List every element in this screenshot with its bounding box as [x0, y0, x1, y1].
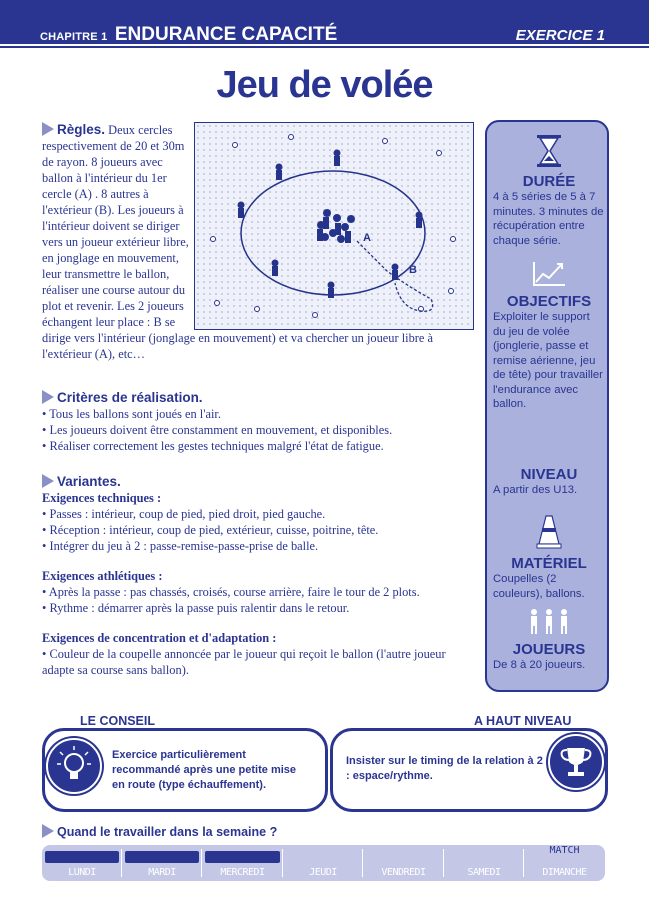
- chart-icon: [493, 260, 605, 293]
- match-label: MATCH: [549, 845, 580, 856]
- joueurs-block: [493, 608, 605, 673]
- day-wednesday: [202, 845, 283, 881]
- joueurs-text: De 8 à 20 joueurs.: [493, 659, 586, 671]
- bullet-triangle-icon: [42, 122, 54, 136]
- day-label: MARDI: [148, 867, 176, 878]
- criteria-item: Les joueurs doivent être constamment en mouvement, et disponibles.: [49, 423, 393, 437]
- criteria-heading: Critères de réalisation.: [57, 390, 203, 405]
- variants-section: Variantes. Exigences techniques : • Passes : intérieur, coup de pied, pied droit, pied gauche. • Réception : intérieur, coup de pied, extérieur, cuisse, poitrine, tête. • Intégrer du jeu à 2 : passe-remise-passe-prise de balle. Exigences athlétiques : • Après la passe : pas chassés, croisés, course arrière, faire le tour de 2 plots. • Rythme : démarrer après la passe puis ralentir dans le retour. Exigences de concentration et d'adaptation : • Couleur de la coupelle annoncée par le joueur qui reçoit le ballon (l'autre joueur adapte sa course sans ballon).: [42, 474, 476, 678]
- day-label: MERCREDI: [220, 867, 265, 878]
- variants-heading: Variantes.: [57, 474, 121, 489]
- label-a: A: [363, 232, 371, 244]
- label-b: B: [409, 264, 417, 276]
- materiel-block: [493, 514, 605, 601]
- day-highlight: [205, 851, 280, 863]
- day-tuesday: [122, 845, 202, 881]
- objectifs-heading: OBJECTIFS: [506, 293, 592, 310]
- day-thursday: [283, 845, 363, 881]
- bullet-triangle-icon: [42, 390, 54, 404]
- conseil-heading: LE CONSEIL: [80, 714, 156, 728]
- objectifs-text: Exploiter le support du jeu de volée (jonglerie, passe et remise aérienne, jeu de tête) pour travailler l'endurance avec ballon.: [493, 311, 603, 410]
- players-icon: [493, 608, 605, 641]
- bullet-triangle-icon: [42, 474, 54, 488]
- haut-niveau-heading: A HAUT NIVEAU: [474, 714, 572, 728]
- day-label: JEUDI: [309, 867, 337, 878]
- niveau-text: A partir des U13.: [493, 484, 578, 496]
- ath-heading: Exigences athlétiques :: [42, 569, 163, 583]
- ath-item: Rythme : démarrer après la passe puis ralentir dans le retour.: [49, 601, 350, 615]
- rules-section: [42, 122, 476, 362]
- objectifs-block: [493, 260, 605, 412]
- day-sunday: [524, 845, 605, 881]
- bullet-triangle-icon: [42, 824, 54, 838]
- cone-icon: [493, 514, 605, 555]
- niveau-block: [493, 466, 605, 498]
- diagram-spacer: [196, 122, 476, 330]
- week-heading: [42, 824, 277, 839]
- day-label: SAMEDI: [467, 867, 501, 878]
- rules-text: Deux cercles respectivement de 20 et 30m de rayon. 8 joueurs avec ballon à l'intérieur du 1er cercle (A) . 8 autres à l'extérieur (B). Les joueurs à l'intérieur doivent se diriger vers un joueur extérieur libre, en jonglage en mouvement, leur transmettre le ballon, réaliser une course autour du plot et revenir. Les 2 joueurs échangent leur place : B se dirige vers l'intérieur (jonglage en mouvement) et va chercher un joueur libre à l'extérieur (A), etc…: [42, 123, 434, 361]
- ath-item: Après la passe : pas chassés, croisés, course arrière, faire le tour de 2 plots.: [48, 585, 420, 599]
- day-highlight: [125, 851, 199, 863]
- chapter-label: CHAPITRE 1: [40, 31, 108, 43]
- tech-heading: Exigences techniques :: [42, 491, 162, 505]
- hourglass-icon: [493, 134, 605, 173]
- page-title: Jeu de volée: [216, 64, 433, 106]
- tech-item: Réception : intérieur, coup de pied, extérieur, cuisse, poitrine, tête.: [49, 523, 379, 537]
- lightbulb-icon: [46, 738, 102, 794]
- criteria-section: Critères de réalisation. • Tous les ballons sont joués en l'air. • Les joueurs doivent être constamment en mouvement, et disponibles. • Réaliser correctement les gestes techniques malgré l'état de fatigue.: [42, 390, 393, 453]
- duree-heading: DURÉE: [522, 173, 576, 190]
- info-sidebar: [485, 120, 609, 692]
- header-underline: [0, 46, 649, 48]
- materiel-heading: MATÉRIEL: [511, 555, 587, 572]
- duree-text: 4 à 5 séries de 5 à 7 minutes. 3 minutes de récupération entre chaque série.: [493, 191, 604, 247]
- rules-heading: Règles.: [57, 122, 106, 137]
- conseil-text: Exercice particulièrement recommandé après une petite mise en route (type échauffement).: [112, 749, 297, 791]
- conc-heading: Exigences de concentration et d'adaptation :: [42, 631, 277, 645]
- joueurs-heading: JOUEURS: [512, 641, 586, 658]
- conc-item: Couleur de la coupelle annoncée par le joueur qui reçoit le ballon (l'autre joueur adapte sa course sans ballon).: [42, 647, 446, 677]
- day-monday: [42, 845, 122, 881]
- header-bar: [0, 0, 649, 50]
- day-label: VENDREDI: [381, 867, 426, 878]
- day-label: DIMANCHE: [542, 867, 587, 878]
- tech-item: Passes : intérieur, coup de pied, pied droit, pied gauche.: [49, 507, 326, 521]
- duree-block: [493, 134, 605, 248]
- criteria-item: Tous les ballons sont joués en l'air.: [49, 407, 221, 421]
- chapter-heading: [40, 24, 337, 46]
- week-bar: [42, 845, 605, 881]
- haut-niveau-text: Insister sur le timing de la relation à 2 : espace/rythme.: [346, 755, 543, 782]
- day-friday: [363, 845, 444, 881]
- trophy-icon: [548, 734, 604, 790]
- niveau-heading: NIVEAU: [520, 466, 578, 483]
- exercise-label: EXERCICE 1: [515, 27, 605, 44]
- chapter-title: ENDURANCE CAPACITÉ: [114, 24, 338, 45]
- tech-item: Intégrer du jeu à 2 : passe-remise-passe-prise de balle.: [49, 539, 319, 553]
- day-highlight: [45, 851, 119, 863]
- materiel-text: Coupelles (2 couleurs), ballons.: [493, 573, 585, 600]
- day-label: LUNDI: [68, 867, 96, 878]
- week-heading-text: Quand le travailler dans la semaine ?: [57, 825, 278, 839]
- criteria-item: Réaliser correctement les gestes techniques malgré l'état de fatigue.: [49, 439, 384, 453]
- day-saturday: [444, 845, 524, 881]
